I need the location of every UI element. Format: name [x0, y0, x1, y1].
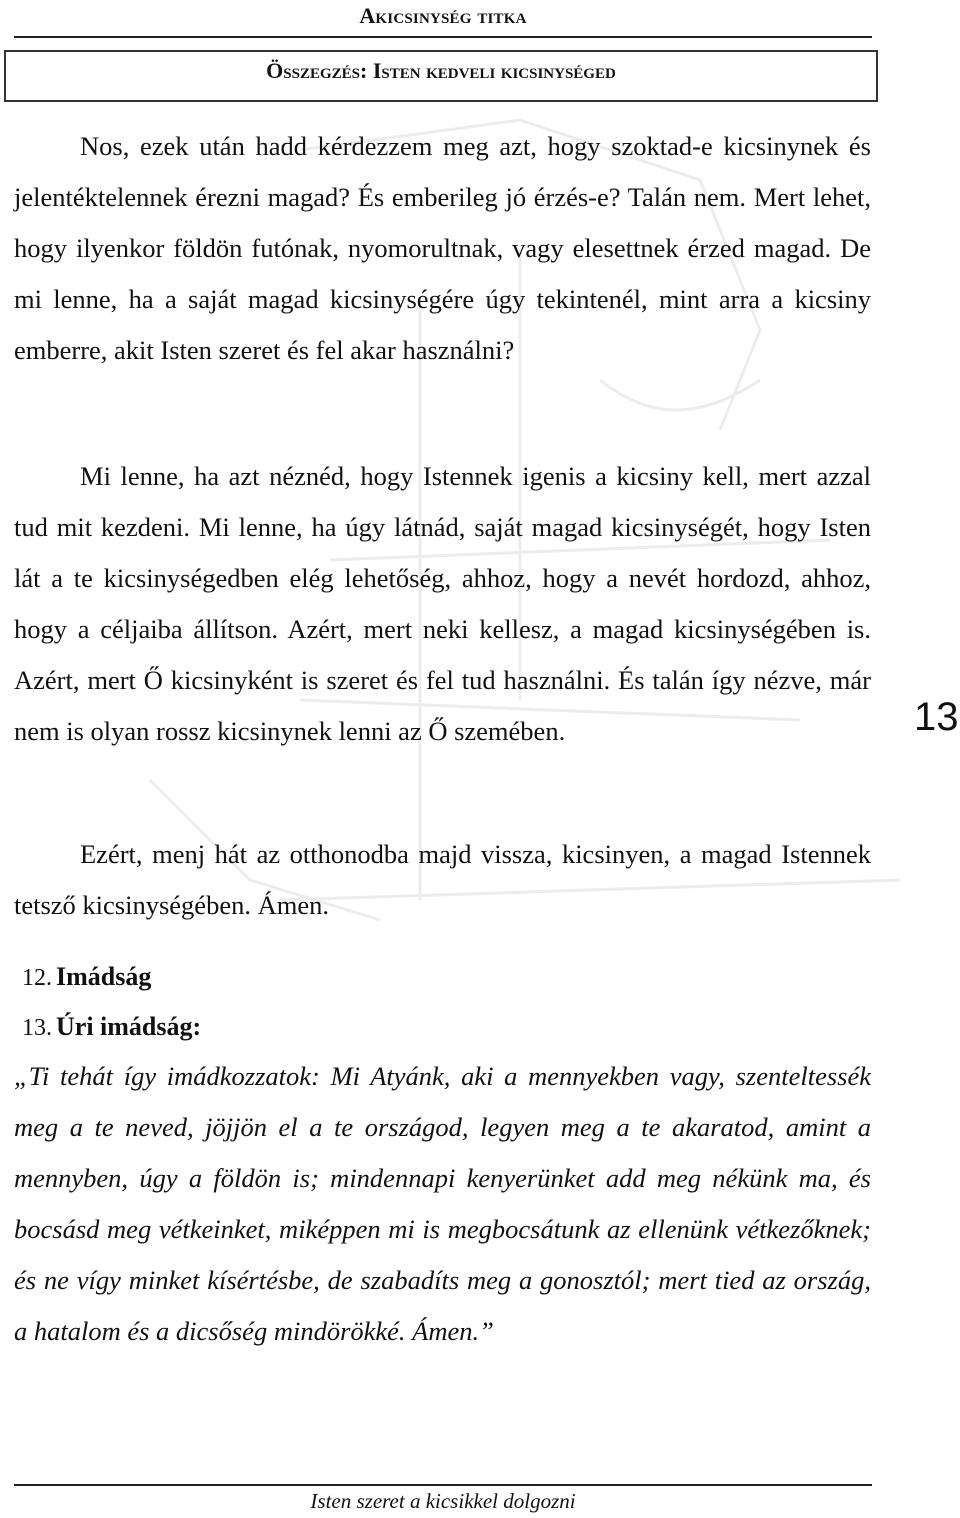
paragraph-2: Mi lenne, ha azt néznéd, hogy Istennek igenis a kicsiny kell, mert azzal tud mit kezdeni. Mi lenne, ha úgy látnád, saját magad kicsinységét, hogy Isten lát a te kicsinységedben elég lehetőség, ahhoz, hogy a nevét hordozd, ahhoz, hogy a céljaiba állítson. Azért, mert neki kellesz, a magad kicsinységében is. Azért, mert Ő kicsinyként is szeret és fel tud használni. És talán így nézve, már nem is olyan rossz kicsinynek lenni az Ő szemében. [14, 461, 871, 746]
running-header-initial: A [359, 3, 376, 28]
section-title-part-2: sten kedveli kicsinységed [381, 58, 616, 83]
prayer-quote: „Ti tehát így imádkozzatok: Mi Atyánk, aki a mennyekben vagy, szenteltessék meg a te neved, jöjjön el a te országod, legyen meg a te akaratod, amint a mennyben, úgy a földön is; mindennapi kenyerünket add meg nékünk ma, és bocsásd meg vétkeinket, miképpen mi is megbocsátunk az ellenünk vétkezőknek; és ne vígy minket kísértésbe, de szabadíts meg a gonosztól; mert tied az ország, a hatalom és a dicsőség mindörökké. Ámen.” [14, 1061, 871, 1346]
heading-number: 13. [22, 1015, 52, 1041]
section-title-part-1: sszegzés: [283, 58, 368, 83]
page-footer: Isten szeret a kicsikkel dolgozni [14, 1484, 872, 1516]
heading-label: Úri imádság: [56, 1012, 202, 1041]
heading-number: 12. [22, 965, 52, 991]
running-header [14, 2, 872, 38]
section-title-initial: Ö [266, 58, 284, 83]
paragraph-1: Nos, ezek után hadd kérdezzem meg azt, hogy szoktad-e kicsinynek és jelentéktelennek érezni magad? És emberileg jó érzés-e? Talán nem. Mert lehet, hogy ilyenkor földön futónak, nyomorultnak, vagy elesettnek érzed magad. De mi lenne, ha a saját magad kicsinységére úgy tekintenél, mint arra a kicsiny emberre, akit Isten szeret és fel akar használni? [14, 131, 871, 365]
section-title-initial-2: I [372, 58, 382, 83]
running-header-title: kicsinység titka [375, 3, 527, 28]
heading-imadsag [22, 960, 151, 995]
paragraph-3: Ezért, menj hát az otthonodba majd vissza, kicsinyen, a magad Istennek tetsző kicsinységében. Ámen. [14, 839, 871, 920]
heading-uri-imadsag [22, 1010, 201, 1045]
section-title-box [4, 50, 878, 102]
heading-label: Imádság [56, 962, 152, 991]
page-number: 13 [914, 695, 959, 739]
